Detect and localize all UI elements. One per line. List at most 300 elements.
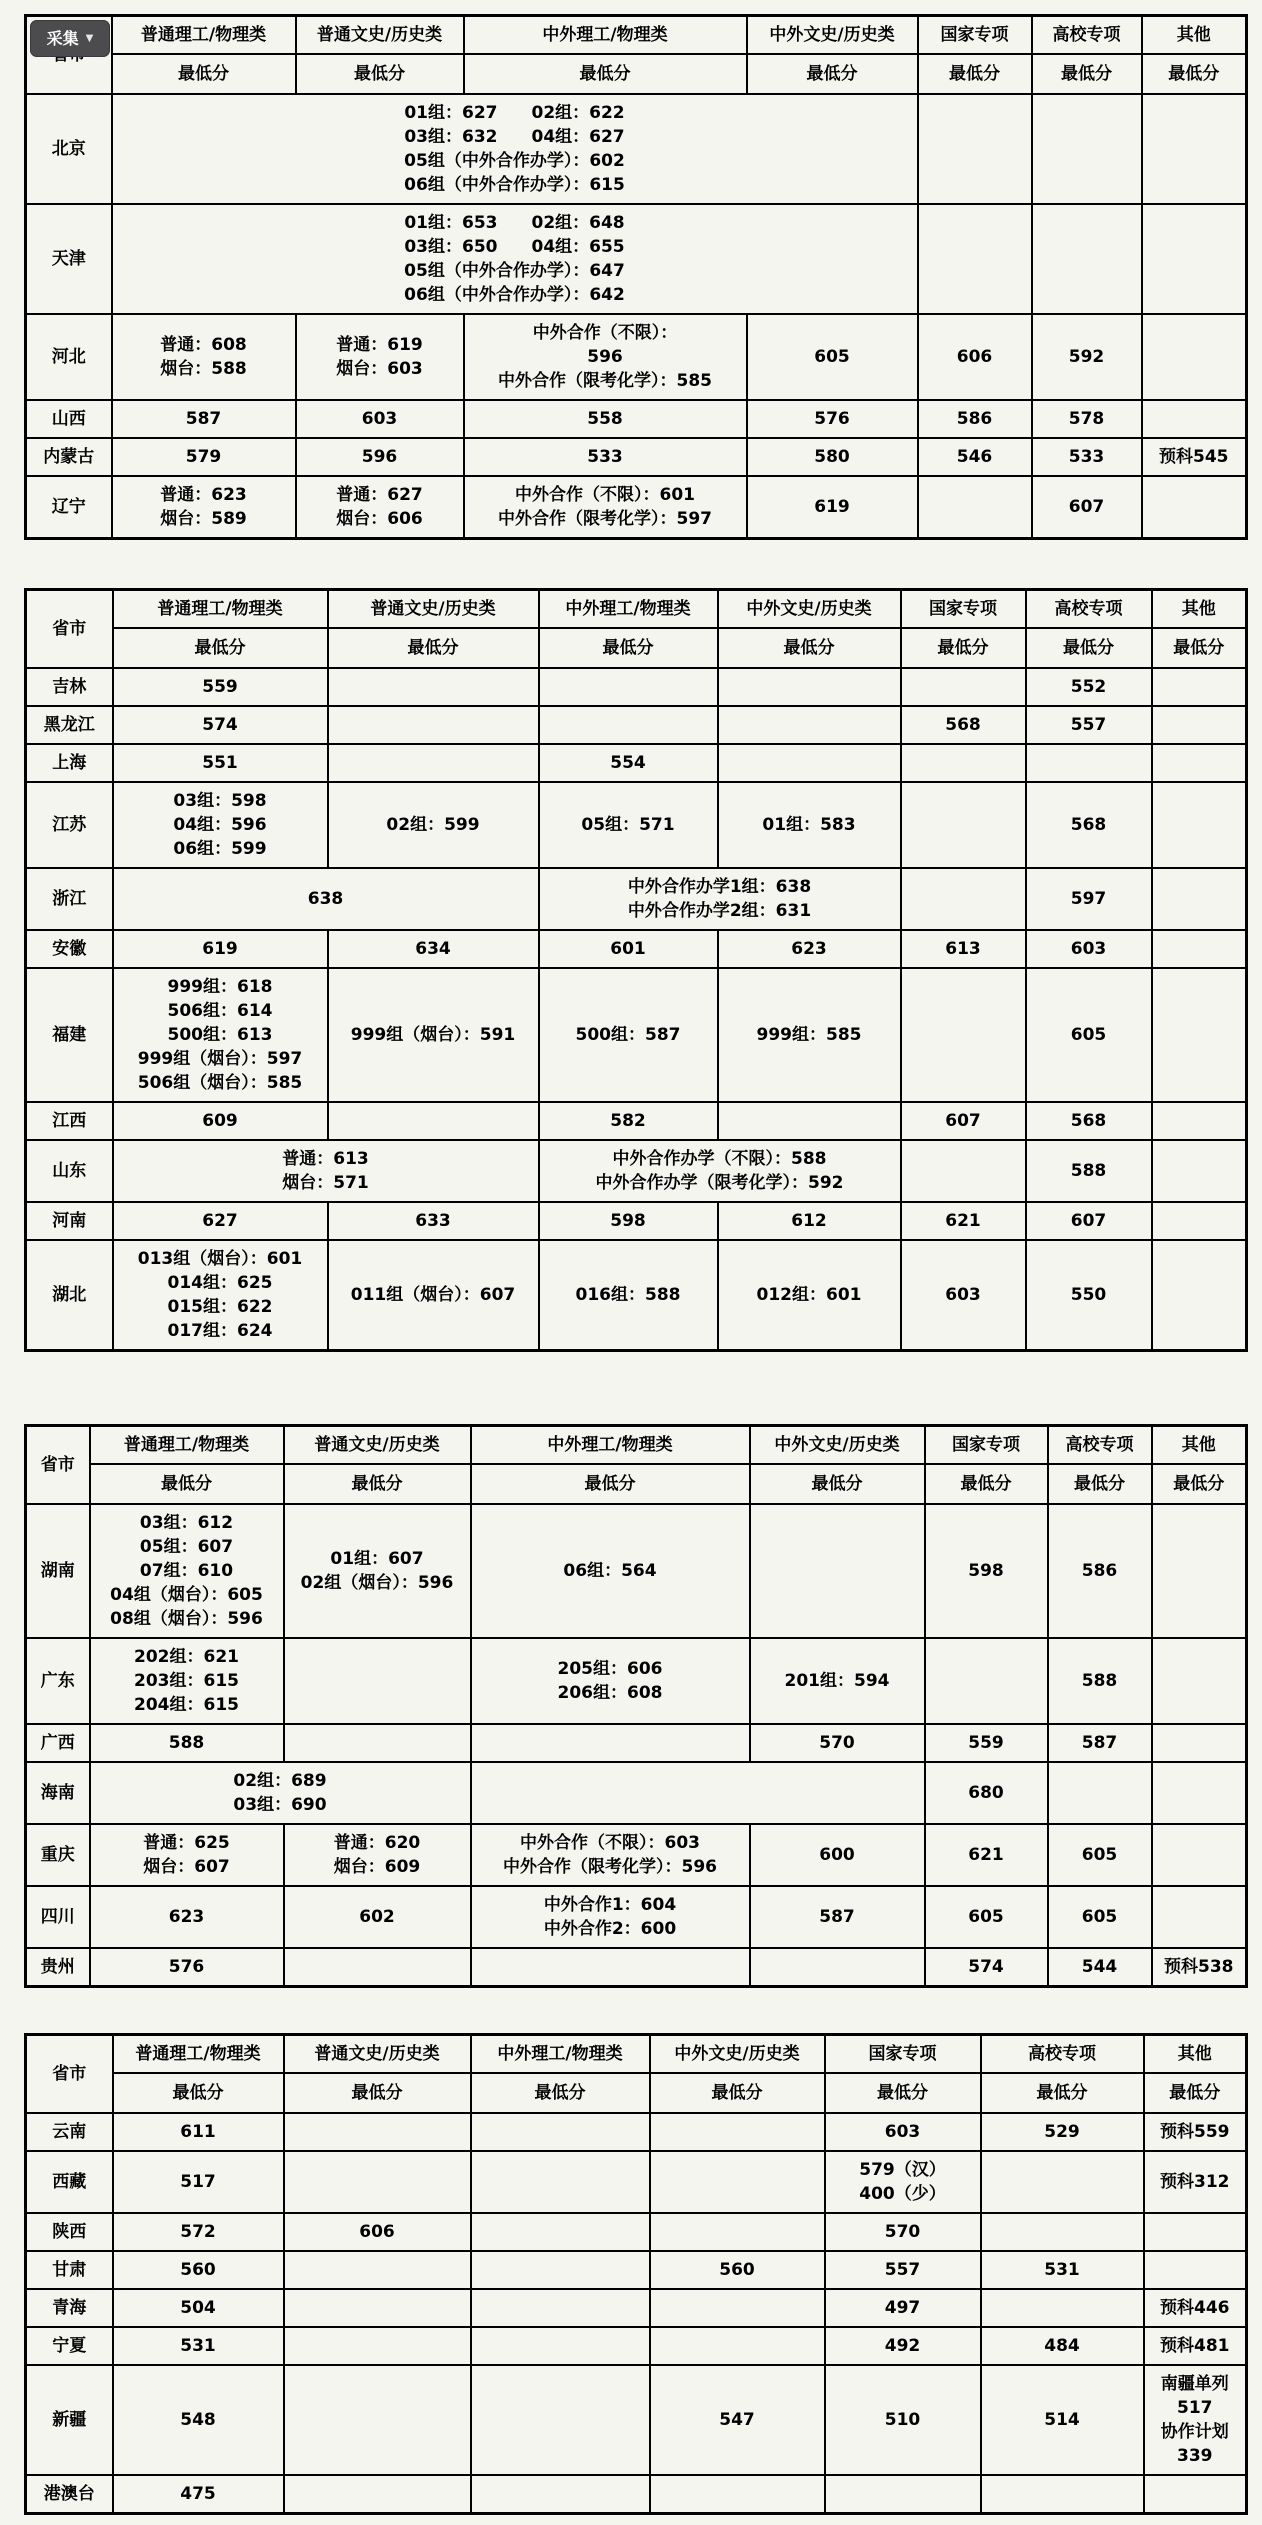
score-cell: 普通：619 烟台：603 — [296, 314, 464, 400]
empty-cell — [1152, 1102, 1247, 1140]
score-table-east — [24, 588, 1248, 1352]
col-header-regular-sci: 普通理工/物理类 — [112, 16, 296, 55]
col-header-regular-arts: 普通文史/历史类 — [284, 1426, 471, 1465]
table-row — [26, 400, 1247, 438]
score-cell: 600 — [750, 1824, 925, 1886]
empty-cell — [981, 2213, 1144, 2251]
empty-cell — [284, 2475, 471, 2514]
col-header-regular-arts: 普通文史/历史类 — [296, 16, 464, 55]
empty-cell — [1152, 782, 1247, 868]
empty-cell — [901, 782, 1026, 868]
score-cell: 普通：620 烟台：609 — [284, 1824, 471, 1886]
score-cell: 普通：625 烟台：607 — [90, 1824, 284, 1886]
score-cell: 634 — [328, 930, 539, 968]
score-cell: 中外合作（不限）：601 中外合作（限考化学）：597 — [464, 476, 747, 539]
score-cell: 605 — [1048, 1824, 1152, 1886]
col-header-other: 其他 — [1152, 590, 1247, 629]
empty-cell — [1152, 968, 1247, 1102]
score-cell: 588 — [1026, 1140, 1152, 1202]
col-header-other: 其他 — [1152, 1426, 1247, 1465]
empty-cell — [1152, 706, 1247, 744]
score-cell: 548 — [113, 2365, 284, 2475]
empty-cell — [539, 668, 718, 706]
province-header-label: 省市 — [40, 1455, 75, 1475]
empty-cell — [825, 2475, 981, 2514]
table-row — [26, 2151, 1247, 2213]
score-cell: 552 — [1026, 668, 1152, 706]
province-label: 山西 — [26, 400, 112, 438]
province-header-cell — [26, 16, 112, 95]
table-row — [26, 1724, 1247, 1762]
score-cell: 605 — [747, 314, 918, 400]
min-score-header: 最低分 — [1032, 54, 1142, 94]
min-score-header: 最低分 — [296, 54, 464, 94]
empty-cell — [328, 1102, 539, 1140]
empty-cell — [718, 706, 901, 744]
min-score-header: 最低分 — [471, 1464, 750, 1504]
min-score-header: 最低分 — [901, 628, 1026, 668]
table-row — [26, 744, 1247, 782]
col-header-national-plan: 国家专项 — [901, 590, 1026, 629]
score-cell: 680 — [925, 1762, 1048, 1824]
empty-cell — [471, 2113, 650, 2151]
empty-cell — [471, 2213, 650, 2251]
score-cell: 619 — [113, 930, 328, 968]
table-row — [26, 930, 1247, 968]
score-cell: 568 — [1026, 782, 1152, 868]
score-cell: 607 — [901, 1102, 1026, 1140]
score-cell: 633 — [328, 1202, 539, 1240]
min-score-header: 最低分 — [90, 1464, 284, 1504]
empty-cell — [1144, 2475, 1247, 2514]
col-header-national-plan: 国家专项 — [825, 2035, 981, 2074]
score-cell: 普通：613 烟台：571 — [113, 1140, 539, 1202]
score-cell: 492 — [825, 2327, 981, 2365]
province-label: 港澳台 — [26, 2475, 113, 2514]
province-label: 青海 — [26, 2289, 113, 2327]
score-cell: 557 — [825, 2251, 981, 2289]
score-table-west — [24, 2033, 1248, 2515]
empty-cell — [284, 1948, 471, 1987]
score-cell: 582 — [539, 1102, 718, 1140]
empty-cell — [1152, 744, 1247, 782]
col-header-regular-sci: 普通理工/物理类 — [113, 2035, 284, 2074]
score-cell: 01组：607 02组（烟台）：596 — [284, 1504, 471, 1638]
empty-cell — [901, 744, 1026, 782]
table-row — [26, 2475, 1247, 2514]
col-header-intl-sci: 中外理工/物理类 — [539, 590, 718, 629]
province-label: 福建 — [26, 968, 113, 1102]
score-cell: 623 — [90, 1886, 284, 1948]
empty-cell — [925, 1638, 1048, 1724]
table-row — [26, 2365, 1247, 2475]
table-row — [26, 476, 1247, 539]
chevron-down-icon: ▼ — [85, 32, 94, 44]
score-cell: 012组：601 — [718, 1240, 901, 1351]
score-cell: 623 — [718, 930, 901, 968]
score-cell: 638 — [113, 868, 539, 930]
province-header-label: 省市 — [52, 2064, 87, 2084]
table-row — [26, 868, 1247, 930]
empty-cell — [650, 2327, 825, 2365]
score-cell: 602 — [284, 1886, 471, 1948]
col-header-university-plan: 高校专项 — [1048, 1426, 1152, 1465]
table-row — [26, 1762, 1247, 1824]
col-header-regular-arts: 普通文史/历史类 — [328, 590, 539, 629]
table-row — [26, 1140, 1247, 1202]
score-cell: 011组（烟台）：607 — [328, 1240, 539, 1351]
score-cell: 504 — [113, 2289, 284, 2327]
empty-cell — [1152, 1762, 1247, 1824]
empty-cell — [981, 2475, 1144, 2514]
empty-cell — [1144, 2213, 1247, 2251]
min-score-header: 最低分 — [284, 1464, 471, 1504]
empty-cell — [284, 2289, 471, 2327]
min-score-header: 最低分 — [925, 1464, 1048, 1504]
score-cell: 999组：585 — [718, 968, 901, 1102]
col-header-regular-sci: 普通理工/物理类 — [113, 590, 328, 629]
col-header-other: 其他 — [1144, 2035, 1247, 2074]
score-cell: 587 — [112, 400, 296, 438]
empty-cell — [981, 2151, 1144, 2213]
score-cell: 999组（烟台）：591 — [328, 968, 539, 1102]
score-cell: 570 — [825, 2213, 981, 2251]
province-label: 重庆 — [26, 1824, 90, 1886]
empty-cell — [1142, 204, 1247, 314]
score-cell: 607 — [1026, 1202, 1152, 1240]
table-row — [26, 2289, 1247, 2327]
empty-cell — [1152, 1202, 1247, 1240]
score-cell: 普通：608 烟台：588 — [112, 314, 296, 400]
score-table-north — [24, 14, 1248, 540]
empty-cell — [750, 1948, 925, 1987]
province-label: 甘肃 — [26, 2251, 113, 2289]
score-cell: 612 — [718, 1202, 901, 1240]
score-cell: 普通：627 烟台：606 — [296, 476, 464, 539]
collect-button-label: 采集 — [46, 28, 79, 48]
empty-cell — [918, 476, 1032, 539]
province-label: 上海 — [26, 744, 113, 782]
min-score-header: 最低分 — [328, 628, 539, 668]
empty-cell — [471, 1724, 750, 1762]
score-cell: 579（汉） 400（少） — [825, 2151, 981, 2213]
score-cell: 预科312 — [1144, 2151, 1247, 2213]
col-header-regular-sci: 普通理工/物理类 — [90, 1426, 284, 1465]
score-cell: 预科481 — [1144, 2327, 1247, 2365]
score-cell: 560 — [650, 2251, 825, 2289]
empty-cell — [1142, 314, 1247, 400]
province-label: 湖南 — [26, 1504, 90, 1638]
province-label: 江苏 — [26, 782, 113, 868]
score-cell: 01组：653 02组：648 03组：650 04组：655 05组（中外合作办学）：647 06组（中外合作办学）：642 — [112, 204, 918, 314]
province-label: 海南 — [26, 1762, 90, 1824]
province-label: 河南 — [26, 1202, 113, 1240]
province-label: 贵州 — [26, 1948, 90, 1987]
score-cell: 预科538 — [1152, 1948, 1247, 1987]
empty-cell — [1152, 868, 1247, 930]
score-cell: 03组：612 05组：607 07组：610 04组（烟台）：605 08组（烟台）：596 — [90, 1504, 284, 1638]
empty-cell — [284, 2151, 471, 2213]
score-cell: 06组：564 — [471, 1504, 750, 1638]
province-header-label: 省市 — [52, 619, 87, 639]
score-cell: 中外合作办学1组：638 中外合作办学2组：631 — [539, 868, 901, 930]
score-table-south — [24, 1424, 1248, 1988]
score-cell: 574 — [113, 706, 328, 744]
min-score-header: 最低分 — [471, 2073, 650, 2113]
table-row — [26, 1240, 1247, 1351]
table-row — [26, 438, 1247, 476]
score-cell: 586 — [918, 400, 1032, 438]
score-cell: 609 — [113, 1102, 328, 1140]
score-cell: 592 — [1032, 314, 1142, 400]
score-cell: 554 — [539, 744, 718, 782]
score-cell: 605 — [925, 1886, 1048, 1948]
province-label: 广西 — [26, 1724, 90, 1762]
empty-cell — [1048, 1762, 1152, 1824]
score-cell: 531 — [113, 2327, 284, 2365]
score-cell: 中外合作（不限）： 596 中外合作（限考化学）：585 — [464, 314, 747, 400]
min-score-header: 最低分 — [747, 54, 918, 94]
province-label: 河北 — [26, 314, 112, 400]
min-score-header: 最低分 — [825, 2073, 981, 2113]
score-cell: 597 — [1026, 868, 1152, 930]
empty-cell — [284, 2327, 471, 2365]
score-cell: 202组：621 203组：615 204组：615 — [90, 1638, 284, 1724]
score-cell: 201组：594 — [750, 1638, 925, 1724]
col-header-intl-sci: 中外理工/物理类 — [471, 1426, 750, 1465]
province-label: 安徽 — [26, 930, 113, 968]
empty-cell — [1026, 744, 1152, 782]
province-label: 四川 — [26, 1886, 90, 1948]
province-label: 陕西 — [26, 2213, 113, 2251]
province-header-cell — [26, 2035, 113, 2114]
table-row — [26, 1824, 1247, 1886]
score-cell: 598 — [539, 1202, 718, 1240]
score-cell: 572 — [113, 2213, 284, 2251]
score-cell: 588 — [90, 1724, 284, 1762]
empty-cell — [284, 2365, 471, 2475]
table-row — [26, 1202, 1247, 1240]
score-cell: 013组（烟台）：601 014组：625 015组：622 017组：624 — [113, 1240, 328, 1351]
empty-cell — [981, 2289, 1144, 2327]
table-row — [26, 968, 1247, 1102]
province-label: 辽宁 — [26, 476, 112, 539]
empty-cell — [718, 668, 901, 706]
empty-cell — [1032, 94, 1142, 204]
score-cell: 529 — [981, 2113, 1144, 2151]
score-cell: 533 — [464, 438, 747, 476]
col-header-intl-arts: 中外文史/历史类 — [718, 590, 901, 629]
min-score-header: 最低分 — [1152, 628, 1247, 668]
empty-cell — [1144, 2251, 1247, 2289]
empty-cell — [471, 2327, 650, 2365]
col-header-intl-arts: 中外文史/历史类 — [650, 2035, 825, 2074]
col-header-intl-sci: 中外理工/物理类 — [464, 16, 747, 55]
table-row — [26, 706, 1247, 744]
score-cell: 568 — [1026, 1102, 1152, 1140]
score-cell: 596 — [296, 438, 464, 476]
table-row — [26, 2113, 1247, 2151]
score-cell: 559 — [925, 1724, 1048, 1762]
score-cell: 606 — [284, 2213, 471, 2251]
score-cell: 570 — [750, 1724, 925, 1762]
score-cell: 603 — [901, 1240, 1026, 1351]
province-label: 天津 — [26, 204, 112, 314]
score-cell: 580 — [747, 438, 918, 476]
score-cell: 497 — [825, 2289, 981, 2327]
table-row — [26, 782, 1247, 868]
province-label: 云南 — [26, 2113, 113, 2151]
score-cell: 611 — [113, 2113, 284, 2151]
score-cell: 普通：623 烟台：589 — [112, 476, 296, 539]
score-cell: 544 — [1048, 1948, 1152, 1987]
table-row — [26, 204, 1247, 314]
score-cell: 484 — [981, 2327, 1144, 2365]
empty-cell — [1152, 1724, 1247, 1762]
col-header-university-plan: 高校专项 — [1026, 590, 1152, 629]
empty-cell — [650, 2475, 825, 2514]
score-cell: 607 — [1032, 476, 1142, 539]
empty-cell — [1152, 1886, 1247, 1948]
col-header-intl-arts: 中外文史/历史类 — [747, 16, 918, 55]
score-cell: 579 — [112, 438, 296, 476]
score-cell: 517 — [113, 2151, 284, 2213]
score-cell: 603 — [1026, 930, 1152, 968]
min-score-header: 最低分 — [464, 54, 747, 94]
table-row — [26, 1102, 1247, 1140]
table-row — [26, 2327, 1247, 2365]
empty-cell — [1152, 1824, 1247, 1886]
score-cell: 02组：599 — [328, 782, 539, 868]
col-header-regular-arts: 普通文史/历史类 — [284, 2035, 471, 2074]
empty-cell — [328, 744, 539, 782]
empty-cell — [471, 1948, 750, 1987]
score-cell: 598 — [925, 1504, 1048, 1638]
empty-cell — [1152, 1638, 1247, 1724]
score-cell: 560 — [113, 2251, 284, 2289]
table-row — [26, 1948, 1247, 1987]
table-row — [26, 1504, 1247, 1638]
empty-cell — [918, 94, 1032, 204]
score-cell: 605 — [1048, 1886, 1152, 1948]
min-score-header: 最低分 — [750, 1464, 925, 1504]
score-cell: 533 — [1032, 438, 1142, 476]
score-cell: 02组：689 03组：690 — [90, 1762, 471, 1824]
empty-cell — [539, 706, 718, 744]
empty-cell — [328, 706, 539, 744]
score-cell: 574 — [925, 1948, 1048, 1987]
score-cell: 603 — [825, 2113, 981, 2151]
col-header-other: 其他 — [1142, 16, 1247, 55]
empty-cell — [650, 2213, 825, 2251]
empty-cell — [1142, 476, 1247, 539]
min-score-header: 最低分 — [981, 2073, 1144, 2113]
score-cell: 016组：588 — [539, 1240, 718, 1351]
empty-cell — [284, 1724, 471, 1762]
score-cell: 550 — [1026, 1240, 1152, 1351]
table-row — [26, 2213, 1247, 2251]
score-cell: 605 — [1026, 968, 1152, 1102]
empty-cell — [284, 2251, 471, 2289]
empty-cell — [901, 868, 1026, 930]
empty-cell — [471, 2365, 650, 2475]
table-row — [26, 668, 1247, 706]
empty-cell — [471, 2151, 650, 2213]
empty-cell — [718, 744, 901, 782]
min-score-header: 最低分 — [718, 628, 901, 668]
empty-cell — [1152, 1140, 1247, 1202]
score-cell: 621 — [925, 1824, 1048, 1886]
score-cell: 603 — [296, 400, 464, 438]
min-score-header: 最低分 — [112, 54, 296, 94]
score-cell: 588 — [1048, 1638, 1152, 1724]
min-score-header: 最低分 — [113, 2073, 284, 2113]
col-header-university-plan: 高校专项 — [1032, 16, 1142, 55]
col-header-intl-sci: 中外理工/物理类 — [471, 2035, 650, 2074]
score-cell: 551 — [113, 744, 328, 782]
score-cell: 中外合作1：604 中外合作2：600 — [471, 1886, 750, 1948]
empty-cell — [471, 2251, 650, 2289]
empty-cell — [284, 1638, 471, 1724]
score-cell: 05组：571 — [539, 782, 718, 868]
empty-cell — [1032, 204, 1142, 314]
score-cell: 587 — [750, 1886, 925, 1948]
province-label: 新疆 — [26, 2365, 113, 2475]
empty-cell — [1152, 668, 1247, 706]
empty-cell — [471, 2289, 650, 2327]
province-label: 吉林 — [26, 668, 113, 706]
score-cell: 606 — [918, 314, 1032, 400]
empty-cell — [718, 1102, 901, 1140]
table-row — [26, 1886, 1247, 1948]
score-cell: 预科559 — [1144, 2113, 1247, 2151]
score-cell: 514 — [981, 2365, 1144, 2475]
province-label: 湖北 — [26, 1240, 113, 1351]
score-cell: 587 — [1048, 1724, 1152, 1762]
score-cell: 619 — [747, 476, 918, 539]
collect-dropdown-button[interactable] — [30, 20, 110, 57]
empty-cell — [901, 968, 1026, 1102]
empty-cell — [918, 204, 1032, 314]
score-cell: 预科545 — [1142, 438, 1247, 476]
min-score-header: 最低分 — [113, 628, 328, 668]
min-score-header: 最低分 — [1026, 628, 1152, 668]
province-label: 内蒙古 — [26, 438, 112, 476]
table-row — [26, 1638, 1247, 1724]
empty-cell — [650, 2289, 825, 2327]
empty-cell — [1152, 1504, 1247, 1638]
empty-cell — [1142, 94, 1247, 204]
empty-cell — [750, 1504, 925, 1638]
score-cell: 中外合作办学（不限）：588 中外合作办学（限考化学）：592 — [539, 1140, 901, 1202]
table-row — [26, 94, 1247, 204]
province-label: 北京 — [26, 94, 112, 204]
score-cell: 03组：598 04组：596 06组：599 — [113, 782, 328, 868]
empty-cell — [650, 2151, 825, 2213]
min-score-header: 最低分 — [539, 628, 718, 668]
score-cell: 568 — [901, 706, 1026, 744]
score-cell: 南疆单列517 协作计划339 — [1144, 2365, 1247, 2475]
province-header-cell — [26, 590, 113, 669]
province-label: 广东 — [26, 1638, 90, 1724]
min-score-header: 最低分 — [1142, 54, 1247, 94]
col-header-intl-arts: 中外文史/历史类 — [750, 1426, 925, 1465]
score-cell: 475 — [113, 2475, 284, 2514]
score-cell: 601 — [539, 930, 718, 968]
empty-cell — [650, 2113, 825, 2151]
score-cell: 510 — [825, 2365, 981, 2475]
empty-cell — [1152, 1240, 1247, 1351]
